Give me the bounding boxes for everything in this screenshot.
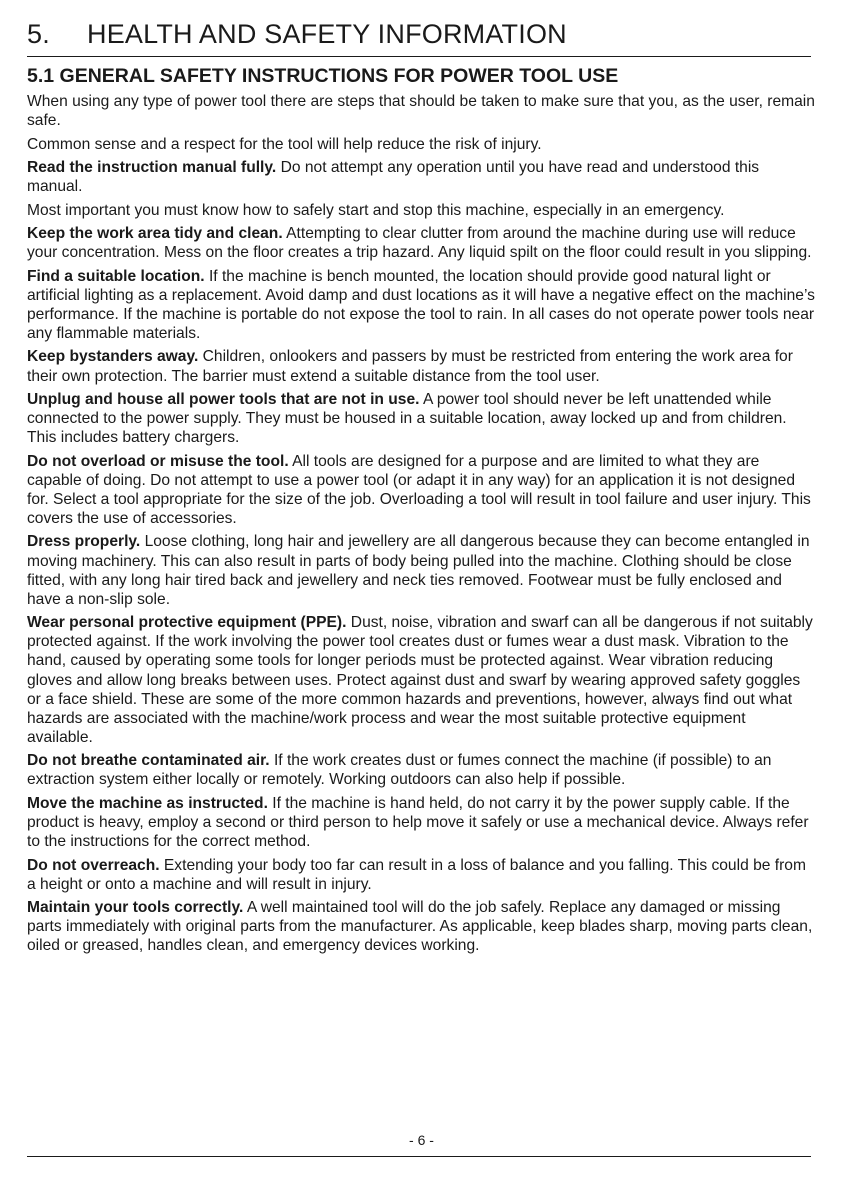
paragraph-lead: Move the machine as instructed. <box>27 794 268 812</box>
paragraph-lead: Keep the work area tidy and clean. <box>27 225 283 243</box>
paragraph-text: Attempting to clear clutter from around the machine during use will reduce your concentration. Mess on the floor creates a trip hazard. Any liquid spilt on the floor could result in you slipping. <box>27 225 812 262</box>
paragraph <box>27 347 815 385</box>
paragraph-text: If the work creates dust or fumes connect the machine (if possible) to an extraction system either locally or remotely. Working outdoors can also help if possible. <box>27 752 772 789</box>
paragraph-text: Most important you must know how to safely start and stop this machine, especially in an emergency. <box>27 201 725 219</box>
paragraph-lead: Do not breathe contaminated air. <box>27 752 270 770</box>
paragraph <box>27 751 815 789</box>
section-title-text: HEALTH AND SAFETY INFORMATION <box>87 19 567 49</box>
paragraph <box>27 201 815 220</box>
paragraph <box>27 532 815 608</box>
paragraph <box>27 613 815 747</box>
paragraph-lead: Keep bystanders away. <box>27 348 199 366</box>
paragraph-text: Do not attempt any operation until you have read and understood this manual. <box>27 159 760 196</box>
paragraph <box>27 856 815 894</box>
footer-rule <box>27 1156 811 1157</box>
section-heading <box>27 16 817 52</box>
paragraph-text: When using any type of power tool there are steps that should be taken to make sure that you, as the user, remain safe. <box>27 93 815 130</box>
paragraph <box>27 158 815 196</box>
paragraph-text: If the machine is bench mounted, the location should provide good natural light or artificial lighting as a replacement. Avoid damp and dust locations as it will have a negative effect on the machine’s performance. If the machine is portable do not expose the tool to rain. In all cases do not operate power tools near any flammable materials. <box>27 267 815 342</box>
paragraph-lead: Find a suitable location. <box>27 267 205 285</box>
paragraph-text: Loose clothing, long hair and jewellery are all dangerous because they can become entangled in moving machinery. This can also result in parts of body being pulled into the machine. Clothing should be close fitted, with any long hair tired back and jewellery and neck ties removed. Footwear must be fully enclosed and have a non-slip sole. <box>27 533 810 608</box>
page-number: - 6 - <box>409 1132 434 1148</box>
paragraph-lead: Maintain your tools correctly. <box>27 899 244 917</box>
paragraph <box>27 224 815 262</box>
header-rule <box>27 56 811 57</box>
paragraph-text: Children, onlookers and passers by must be restricted from entering the work area for their own protection. The barrier must extend a suitable distance from the tool user. <box>27 348 793 385</box>
paragraph-lead: Do not overreach. <box>27 856 160 874</box>
paragraph <box>27 898 815 955</box>
paragraph <box>27 92 815 130</box>
paragraph-lead: Unplug and house all power tools that are not in use. <box>27 391 420 409</box>
paragraph <box>27 390 815 447</box>
paragraph <box>27 135 815 154</box>
paragraph-text: Extending your body too far can result in a loss of balance and you falling. This could be from a height or onto a machine and will result in injury. <box>27 856 806 893</box>
body-text <box>27 92 815 960</box>
paragraph-lead: Wear personal protective equipment (PPE). <box>27 614 347 632</box>
paragraph-lead: Dress properly. <box>27 533 141 551</box>
paragraph-text: Common sense and a respect for the tool will help reduce the risk of injury. <box>27 135 542 153</box>
paragraph-lead: Do not overload or misuse the tool. <box>27 452 289 470</box>
paragraph-lead: Read the instruction manual fully. <box>27 159 277 177</box>
paragraph-text: All tools are designed for a purpose and are limited to what they are capable of doing. Do not attempt to use a power tool (or adapt it in any way) for an application it is not designed for. Select a tool appropriate for the size of the job. Overloading a tool will result in tool failure and user injury. This covers the use of accessories. <box>27 452 811 527</box>
subsection-heading: 5.1 GENERAL SAFETY INSTRUCTIONS FOR POWER TOOL USE <box>27 65 619 87</box>
paragraph-text: A well maintained tool will do the job safely. Replace any damaged or missing parts immediately with original parts from the manufacturer. As applicable, keep blades sharp, moving parts clean, oiled or greased, handles clean, and emergency devices working. <box>27 899 813 955</box>
paragraph <box>27 794 815 851</box>
paragraph-text: A power tool should never be left unattended while connected to the power supply. They must be housed in a suitable location, away locked up and from children. This includes battery chargers. <box>27 391 787 447</box>
paragraph <box>27 452 815 528</box>
paragraph-text: If the machine is hand held, do not carry it by the power supply cable. If the product is heavy, employ a second or third person to help move it safely or use a mechanical device. Always refer to the instructions for the correct method. <box>27 794 809 851</box>
paragraph-text: Dust, noise, vibration and swarf can all be dangerous if not suitably protected against. If the work involving the power tool creates dust or fumes wear a dust mask. Vibration to the hand, caused by operating some tools for longer periods must be protected against. Wear vibration reducing gloves and allow long breaks between uses. Protect against dust and swarf by wearing approved safety goggles or a face shield. These are some of the more common hazards and preventions, however, always find out what hazards are associated with the machine/work process and wear the most suitable protective equipment available. <box>27 614 813 746</box>
paragraph <box>27 267 815 343</box>
section-number: 5. <box>27 19 50 49</box>
